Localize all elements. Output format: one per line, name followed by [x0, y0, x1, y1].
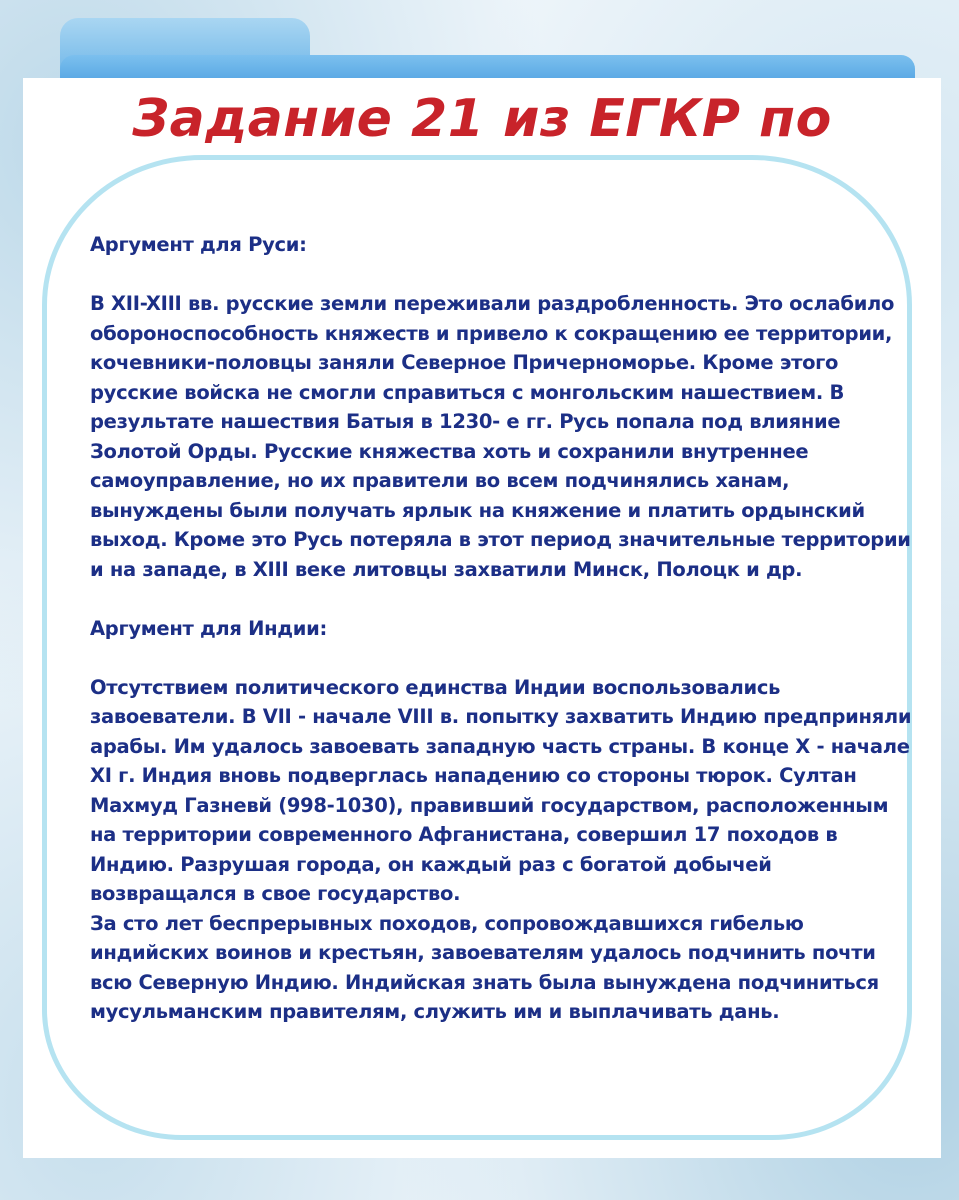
section-text-india-2: За сто лет беспрерывных походов, сопровождавшихся гибелью индийских воинов и крестьян, завоевателям удалось подчинить почти всю Северную Индию. Индийская знать была вынуждена подчиниться мусульманским правителям, служить им и выплачивать дань. — [90, 911, 879, 1023]
section-heading-rus: Аргумент для Руси: — [90, 233, 307, 256]
text-content — [90, 230, 915, 1027]
section-text-india-1: Отсутствием политического единства Индии воспользовались завоеватели. В VII - начале VIII в. попытку захватить Индию предприняли арабы. Им удалось завоевать западную часть страны. В конце X - начале XI г. Индия вновь подверглась нападению со стороны тюрок. Султан Махмуд Газневй (998-1030), правивший государством, расположенным на территории современного Афганистана, совершил 17 походов в Индию. Разрушая города, он каждый раз с богатой добычей возвращался в свое государство. — [90, 675, 912, 905]
section-heading-india: Аргумент для Индии: — [90, 616, 327, 640]
section-text-rus: В XII-XIII вв. русские земли переживали раздробленность. Это ослабило обороноспособность княжеств и привело к сокращению ее территории, кочевники-половцы заняли Северное Причерноморье. Кроме этого русские войска не смогли справиться с монгольским нашествием. В результате нашествия Батыя в 1230- е гг. Русь попала под влияние Золотой Орды. Русские княжества хоть и сохранили внутреннее самоуправление, но их правители во всем подчинялись ханам, вынуждены были получать ярлык на княжение и платить ордынский выход. Кроме это Русь потеряла в этот период значительные территории и на западе, в XIII веке литовцы захватили Минск, Полоцк и др. — [90, 292, 911, 581]
page-title: Задание 21 из ЕГКР по — [132, 89, 832, 149]
